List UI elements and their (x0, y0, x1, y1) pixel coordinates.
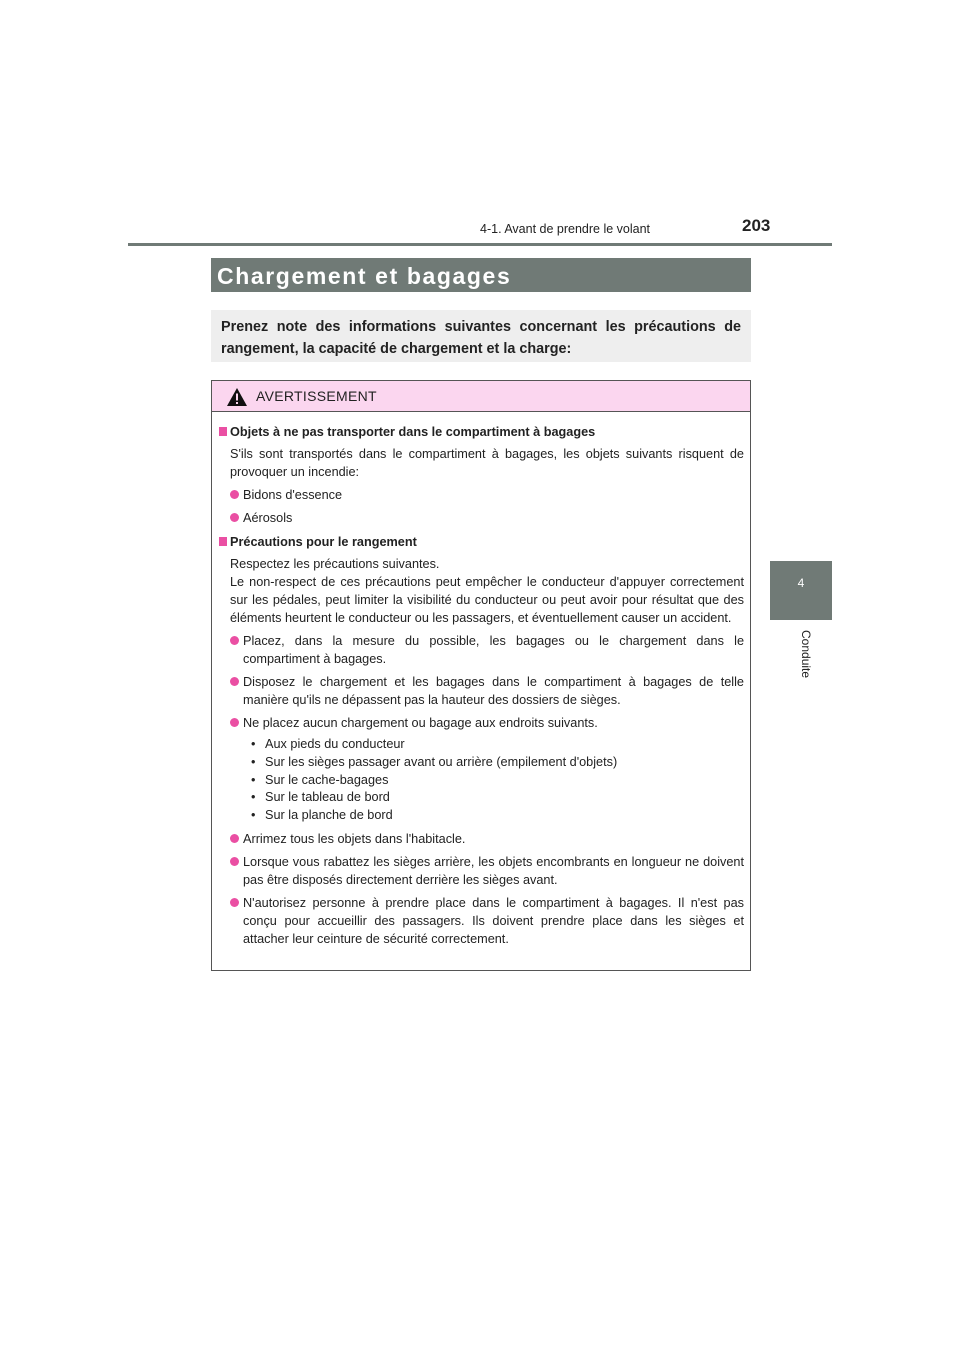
intro-text: Prenez note des informations suivantes concernant les précautions de rangement, la capacité de chargement et la charge: (221, 319, 741, 357)
chapter-label: Conduite (799, 630, 813, 679)
list-item (218, 673, 744, 709)
chapter-tab (770, 561, 832, 620)
list-item-text: Placez, dans la mesure du possible, les bagages ou le chargement dans le compartiment à bagages. (243, 634, 744, 666)
square-bullet-icon (219, 537, 227, 546)
section-heading-text: Objets à ne pas transporter dans le compartiment à bagages (230, 425, 596, 439)
round-bullet-icon (230, 513, 239, 522)
sub-list-item-text: Sur le cache-bagages (265, 772, 389, 787)
section-heading (218, 423, 744, 441)
section-paragraph: S'ils sont transportés dans le compartiment à bagages, les objets suivants risquent de provoquer un incendie: (230, 447, 744, 479)
sub-list-item-text: Sur le tableau de bord (265, 790, 390, 805)
section-paragraph: Respectez les précautions suivantes. (230, 557, 440, 571)
list-item (218, 853, 744, 889)
warning-triangle-icon (226, 387, 248, 407)
list-item (218, 509, 744, 527)
sub-list-item: • Aux pieds du conducteur (251, 737, 405, 751)
warning-header (212, 381, 750, 412)
sub-list-item: • Sur le cache-bagages (251, 772, 389, 787)
round-bullet-icon (230, 857, 239, 866)
running-header-section: 4-1. Avant de prendre le volant (480, 222, 651, 236)
list-item-text: Disposez le chargement et les bagages dans le compartiment à bagages de telle manière qu'ils ne dépassent pas la hauteur des dossiers de sièges. (243, 675, 744, 707)
list-item (218, 830, 744, 848)
chapter-number: 4 (797, 576, 805, 590)
list-item-text: Bidons d'essence (243, 488, 343, 502)
list-item (218, 714, 744, 732)
list-item-text: N'autorisez personne à prendre place dans le compartiment à bagages. Il n'est pas conçu pour accueillir des passagers. Ils doivent prendre place dans les sièges et attacher leur ceinture de sécurité correctement. (243, 895, 744, 946)
list-item-text: Aérosols (243, 511, 293, 525)
sub-list-item: • Sur la planche de bord (251, 808, 393, 823)
round-bullet-icon (230, 834, 239, 843)
round-bullet-icon (230, 636, 239, 645)
square-bullet-icon (219, 427, 227, 436)
header-rule (128, 243, 832, 246)
warning-title: AVERTISSEMENT (256, 388, 377, 404)
round-bullet-icon (230, 898, 239, 907)
sub-list-item: • Sur les sièges passager avant ou arrière (empilement d'objets) (251, 754, 618, 769)
list-item (218, 632, 744, 668)
list-item-text: Arrimez tous les objets dans l'habitacle. (243, 831, 466, 846)
section-paragraph: Le non-respect de ces précautions peut empêcher le conducteur d'appuyer correctement sur les pédales, peut limiter la visibilité du conducteur ou peut avoir pour résultat que des éléments heurtent le conducteur ou les passagers, et éventuellement causer un accident. (230, 575, 744, 625)
warning-box (211, 380, 751, 971)
round-bullet-icon (230, 677, 239, 686)
section-heading (218, 533, 744, 551)
warning-content (218, 423, 744, 948)
round-bullet-icon (230, 718, 239, 727)
section-heading-text: Précautions pour le rangement (230, 535, 417, 549)
list-item (218, 894, 744, 948)
sub-list-item-text: Sur les sièges passager avant ou arrière (empilement d'objets) (265, 754, 618, 769)
sub-list-item-text: Aux pieds du conducteur (265, 737, 405, 751)
section-title-bar (211, 258, 751, 292)
sub-list (218, 736, 744, 825)
sub-list-item: • Sur le tableau de bord (251, 790, 390, 805)
list-item-text: Ne placez aucun chargement ou bagage aux endroits suivants. (243, 716, 598, 730)
round-bullet-icon (230, 490, 239, 499)
list-item-text: Lorsque vous rabattez les sièges arrière, les objets encombrants en longueur ne doivent pas être disposés directement derrière les sièges avant. (243, 854, 744, 887)
page-title: Chargement et bagages (217, 263, 512, 289)
list-item (218, 486, 744, 504)
sub-list-item-text: Sur la planche de bord (265, 808, 393, 823)
intro-box (211, 310, 751, 362)
page-number: 203 (742, 216, 771, 235)
